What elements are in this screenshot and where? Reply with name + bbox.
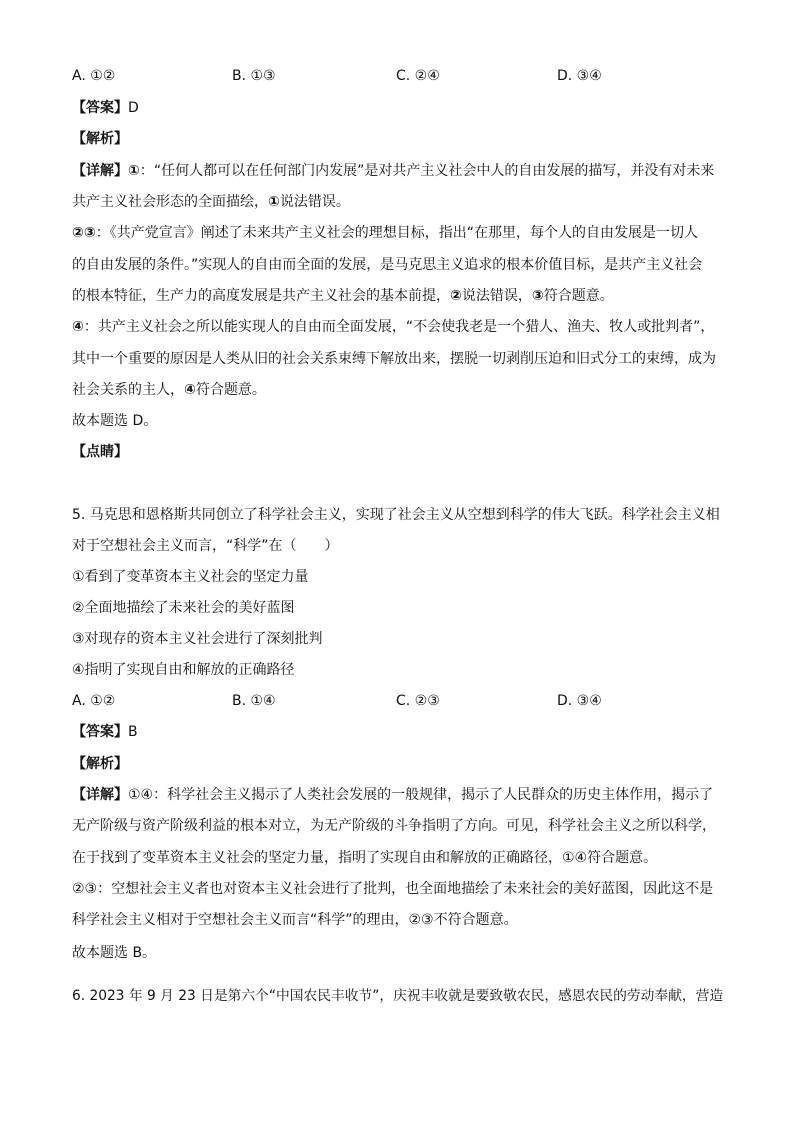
q5-detail-line-5: 科学社会主义相对于空想社会主义而言“科学”的理由，②③不符合题意。 bbox=[72, 912, 518, 928]
marker: ② bbox=[450, 288, 462, 304]
text: 说法错误。 bbox=[279, 194, 350, 210]
q5-option-c: C. ②③ bbox=[396, 693, 440, 709]
q5-detail-line-1 bbox=[72, 786, 732, 804]
q5-item-1: ①看到了变革资本主义社会的坚定力量 bbox=[72, 569, 309, 585]
q6-stem-line-1: 6. 2023 年 9 月 23 日是第六个“中国农民丰收节”，庆祝丰收就是要致敬农民，感恩农民的劳动奉献，营造 bbox=[72, 988, 724, 1004]
q4-detail-line-7: 其中一个重要的原因是人类从旧的社会关系束缚下解放出来，摆脱一切剥削压迫和旧式分工的束缚，成为 bbox=[72, 351, 716, 367]
q4-detail-line-1 bbox=[72, 162, 732, 180]
text: 社会关系的主人， bbox=[72, 382, 184, 398]
answer-value: B bbox=[128, 724, 138, 740]
text: 符合题意。 bbox=[543, 288, 614, 304]
marker: ① bbox=[128, 163, 140, 179]
q5-option-a: A. ①② bbox=[72, 693, 116, 709]
marker: ① bbox=[268, 194, 280, 210]
q5-item-2: ②全面地描绘了未来社会的美好蓝图 bbox=[72, 600, 295, 616]
q4-detail-line-6 bbox=[72, 318, 732, 336]
q4-detail-line-8 bbox=[72, 381, 732, 399]
q4-conclusion: 故本题选 D。 bbox=[72, 413, 158, 429]
text: ：共产主义社会之所以能实现人的自由而全面发展，“不会使我老是一个猎人、渔夫、牧人或批判者”， bbox=[83, 319, 715, 335]
marker: ④ bbox=[72, 319, 84, 335]
q4-detail-line-3 bbox=[72, 224, 732, 242]
q4-detail-line-4: 的自由发展的条件。”实现人的自由而全面的发展，是马克思主义追求的根本价值目标，是共产主义社会 bbox=[72, 257, 703, 273]
text: ：“任何人都可以在任何部门内发展”是对共产主义社会中人的自由发展的描写，并没有对未来 bbox=[139, 163, 715, 179]
q5-detail-line-4: ②③：空想社会主义者也对资本主义社会进行了批判，也全面地描绘了未来社会的美好蓝图，因此这不是 bbox=[72, 881, 714, 897]
q5-detail-line-2: 无产阶级与资产阶级利益的根本对立，为无产阶级的斗争指明了方向。可见，科学社会主义之所以科学， bbox=[72, 818, 716, 834]
answer-tag: 【答案】 bbox=[72, 724, 128, 740]
q4-answer bbox=[72, 99, 732, 117]
q5-analysis-tag: 【解析】 bbox=[72, 756, 128, 772]
answer-value: D bbox=[128, 100, 139, 116]
text: ：《共产党宣言》阐述了未来共产主义社会的理想目标，指出“在那里，每个人的自由发展是一切人 bbox=[95, 225, 698, 241]
q5-item-4: ④指明了实现自由和解放的正确路径 bbox=[72, 662, 295, 678]
answer-tag: 【答案】 bbox=[72, 100, 128, 116]
q4-option-a: A. ①② bbox=[72, 68, 116, 84]
q5-stem-line-1: 5. 马克思和恩格斯共同创立了科学社会主义，实现了社会主义从空想到科学的伟大飞跃。科学社会主义相 bbox=[72, 507, 720, 523]
q5-option-b: B. ①④ bbox=[232, 693, 276, 709]
marker: ④ bbox=[184, 382, 196, 398]
q5-item-3: ③对现存的资本主义社会进行了深刻批判 bbox=[72, 631, 323, 647]
q5-detail-line-3: 在于找到了变革资本主义社会的坚定力量，指明了实现自由和解放的正确路径，①④符合题意。 bbox=[72, 850, 658, 866]
q4-detail-line-5 bbox=[72, 287, 732, 305]
marker: ③ bbox=[531, 288, 544, 304]
text: 的根本特征，生产力的高度发展是共产主义社会的基本前提， bbox=[72, 288, 450, 304]
q4-comment-tag: 【点睛】 bbox=[72, 444, 128, 460]
q4-analysis-tag: 【解析】 bbox=[72, 131, 128, 147]
text: 说法错误， bbox=[461, 288, 532, 304]
q4-option-b: B. ①③ bbox=[232, 68, 276, 84]
q5-answer bbox=[72, 723, 732, 741]
text: ①④：科学社会主义揭示了人类社会发展的一般规律，揭示了人民群众的历史主体作用，揭示了 bbox=[128, 787, 714, 803]
text: 符合题意。 bbox=[195, 382, 266, 398]
q4-option-d: D. ③④ bbox=[557, 68, 602, 84]
detail-tag: 【详解】 bbox=[72, 787, 128, 803]
detail-tag: 【详解】 bbox=[72, 163, 128, 179]
marker: ②③ bbox=[72, 225, 96, 241]
q5-conclusion: 故本题选 B。 bbox=[72, 945, 157, 961]
q5-stem-line-2: 对于空想社会主义而言，“科学”在（ ） bbox=[72, 538, 339, 554]
q4-option-c: C. ②④ bbox=[396, 68, 440, 84]
text: 共产主义社会形态的全面描绘， bbox=[72, 194, 268, 210]
q5-option-d: D. ③④ bbox=[557, 693, 602, 709]
q4-detail-line-2 bbox=[72, 193, 732, 211]
